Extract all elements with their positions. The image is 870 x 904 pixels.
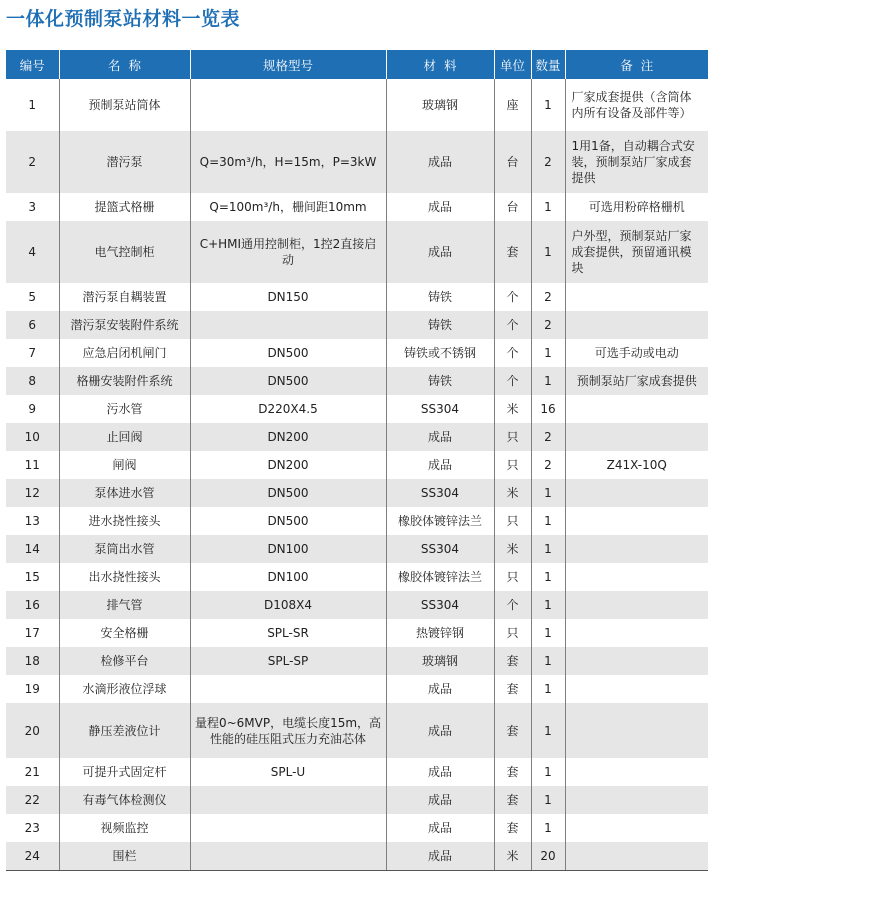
item-unit: 米 — [494, 842, 531, 870]
item-quantity: 1 — [531, 647, 565, 675]
item-name: 潜污泵 — [59, 131, 190, 193]
item-material: 铸铁 — [386, 367, 494, 395]
row-number: 1 — [28, 98, 37, 112]
item-quantity: 1 — [531, 758, 565, 786]
item-unit: 套 — [494, 675, 531, 703]
item-name: 检修平台 — [59, 647, 190, 675]
item-material: 成品 — [386, 221, 494, 283]
item-unit: 台 — [494, 193, 531, 221]
item-name: 预制泵站筒体 — [59, 79, 190, 131]
item-material: 成品 — [386, 758, 494, 786]
item-material: 铸铁或不锈钢 — [386, 339, 494, 367]
item-quantity: 1 — [531, 814, 565, 842]
item-unit: 套 — [494, 814, 531, 842]
materials-table — [6, 50, 708, 871]
item-unit: 套 — [494, 758, 531, 786]
item-unit: 套 — [494, 221, 531, 283]
item-quantity: 1 — [531, 535, 565, 563]
table-row — [6, 591, 708, 619]
item-quantity: 1 — [531, 563, 565, 591]
table-row — [6, 283, 708, 311]
item-spec: SPL-SP — [190, 647, 386, 675]
item-remark: 可选用粉碎格栅机 — [565, 193, 708, 221]
item-unit: 台 — [494, 131, 531, 193]
item-material: 成品 — [386, 786, 494, 814]
item-quantity: 1 — [531, 786, 565, 814]
row-number: 9 — [28, 402, 37, 416]
item-remark — [565, 842, 708, 870]
item-material: 成品 — [386, 451, 494, 479]
item-name: 泵体进水管 — [59, 479, 190, 507]
row-number: 2 — [6, 131, 59, 193]
item-spec — [190, 786, 386, 814]
table-header-row — [6, 50, 708, 79]
item-spec: Q=100m³/h，栅间距10mm — [190, 193, 386, 221]
item-quantity: 16 — [531, 395, 565, 423]
item-material: 橡胶体镀锌法兰 — [386, 563, 494, 591]
table-row — [6, 395, 708, 423]
item-remark — [565, 479, 708, 507]
item-material: 玻璃钢 — [386, 647, 494, 675]
item-material: SS304 — [386, 535, 494, 563]
table-row — [6, 367, 708, 395]
item-quantity: 1 — [531, 591, 565, 619]
item-material: 铸铁 — [386, 283, 494, 311]
item-name: 安全格栅 — [59, 619, 190, 647]
row-number: 21 — [24, 765, 40, 779]
item-quantity: 1 — [531, 675, 565, 703]
item-spec: Q=30m³/h，H=15m，P=3kW — [190, 131, 386, 193]
table-row — [6, 647, 708, 675]
row-number: 5 — [28, 290, 37, 304]
item-material: SS304 — [386, 395, 494, 423]
item-material: SS304 — [386, 479, 494, 507]
item-unit: 套 — [494, 786, 531, 814]
item-quantity: 1 — [531, 367, 565, 395]
table-row — [6, 507, 708, 535]
item-spec — [190, 842, 386, 870]
table-row — [6, 479, 708, 507]
table-row — [6, 535, 708, 563]
table-row — [6, 221, 708, 283]
item-name: 应急启闭机闸门 — [59, 339, 190, 367]
item-name: 静压差液位计 — [59, 703, 190, 758]
item-name: 出水挠性接头 — [59, 563, 190, 591]
item-spec: DN200 — [190, 451, 386, 479]
item-remark: 户外型，预制泵站厂家成套提供，预留通讯模块 — [565, 221, 708, 283]
item-quantity: 1 — [531, 79, 565, 131]
item-unit: 座 — [494, 79, 531, 131]
item-spec: DN500 — [190, 479, 386, 507]
item-name: 视频监控 — [59, 814, 190, 842]
item-unit: 只 — [494, 423, 531, 451]
header-spec: 规格型号 — [190, 50, 386, 79]
item-material: 成品 — [386, 842, 494, 870]
row-number: 12 — [6, 479, 59, 507]
item-quantity: 2 — [531, 451, 565, 479]
table-row — [6, 339, 708, 367]
item-spec: DN500 — [190, 507, 386, 535]
item-spec: DN100 — [190, 535, 386, 563]
row-number: 22 — [6, 786, 59, 814]
item-remark — [565, 675, 708, 703]
item-spec: SPL-U — [190, 758, 386, 786]
row-number: 3 — [28, 200, 37, 214]
row-number: 16 — [6, 591, 59, 619]
item-spec: D108X4 — [190, 591, 386, 619]
table-row — [6, 131, 708, 193]
item-spec — [190, 311, 386, 339]
item-remark: 厂家成套提供（含筒体内所有设备及部件等） — [565, 79, 708, 131]
table-row — [6, 842, 708, 870]
table-row — [6, 563, 708, 591]
item-unit: 套 — [494, 703, 531, 758]
row-number: 6 — [6, 311, 59, 339]
item-name: 电气控制柜 — [59, 221, 190, 283]
item-spec — [190, 79, 386, 131]
item-unit: 米 — [494, 395, 531, 423]
table-row — [6, 619, 708, 647]
header-quantity: 数量 — [531, 50, 565, 79]
item-material: 铸铁 — [386, 311, 494, 339]
item-quantity: 1 — [531, 339, 565, 367]
item-spec — [190, 675, 386, 703]
table-row — [6, 703, 708, 758]
table-row — [6, 451, 708, 479]
item-name: 闸阀 — [59, 451, 190, 479]
item-remark — [565, 647, 708, 675]
header-unit: 单位 — [494, 50, 531, 79]
item-unit: 只 — [494, 619, 531, 647]
item-spec: DN150 — [190, 283, 386, 311]
item-quantity: 1 — [531, 479, 565, 507]
item-remark — [565, 703, 708, 758]
item-remark: 可选手动或电动 — [565, 339, 708, 367]
item-name: 潜污泵安装附件系统 — [59, 311, 190, 339]
item-remark: 预制泵站厂家成套提供 — [565, 367, 708, 395]
item-name: 排气管 — [59, 591, 190, 619]
row-number: 24 — [6, 842, 59, 870]
item-quantity: 20 — [531, 842, 565, 870]
item-quantity: 2 — [531, 283, 565, 311]
item-name: 潜污泵自耦装置 — [59, 283, 190, 311]
item-spec: C+HMI通用控制柜，1控2直接启动 — [190, 221, 386, 283]
item-name: 可提升式固定杆 — [59, 758, 190, 786]
item-remark — [565, 535, 708, 563]
item-material: 成品 — [386, 814, 494, 842]
item-unit: 套 — [494, 647, 531, 675]
item-remark — [565, 423, 708, 451]
item-unit: 个 — [494, 591, 531, 619]
item-unit: 只 — [494, 507, 531, 535]
item-remark — [565, 814, 708, 842]
item-quantity: 2 — [531, 423, 565, 451]
item-spec: DN500 — [190, 367, 386, 395]
item-remark: Z41X-10Q — [565, 451, 708, 479]
item-quantity: 1 — [531, 703, 565, 758]
page-title: 一体化预制泵站材料一览表 — [6, 8, 241, 30]
item-remark — [565, 507, 708, 535]
row-number: 17 — [24, 626, 40, 640]
item-unit: 个 — [494, 283, 531, 311]
item-name: 止回阀 — [59, 423, 190, 451]
item-remark — [565, 395, 708, 423]
item-unit: 个 — [494, 367, 531, 395]
item-material: 成品 — [386, 193, 494, 221]
row-number: 14 — [6, 535, 59, 563]
item-material: SS304 — [386, 591, 494, 619]
row-number: 10 — [6, 423, 59, 451]
item-quantity: 2 — [531, 131, 565, 193]
item-quantity: 1 — [531, 221, 565, 283]
item-name: 进水挠性接头 — [59, 507, 190, 535]
item-quantity: 1 — [531, 507, 565, 535]
item-name: 有毒气体检测仪 — [59, 786, 190, 814]
table-row — [6, 786, 708, 814]
table-row — [6, 814, 708, 842]
item-spec: D220X4.5 — [190, 395, 386, 423]
row-number: 15 — [24, 570, 40, 584]
item-unit: 个 — [494, 311, 531, 339]
item-remark — [565, 311, 708, 339]
item-remark — [565, 619, 708, 647]
item-name: 污水管 — [59, 395, 190, 423]
table-row — [6, 311, 708, 339]
item-unit: 米 — [494, 535, 531, 563]
item-name: 围栏 — [59, 842, 190, 870]
item-unit: 米 — [494, 479, 531, 507]
header-number: 编号 — [6, 50, 59, 79]
row-number: 18 — [6, 647, 59, 675]
item-material: 成品 — [386, 703, 494, 758]
row-number: 13 — [24, 514, 40, 528]
item-name: 泵筒出水管 — [59, 535, 190, 563]
item-unit: 个 — [494, 339, 531, 367]
item-quantity: 1 — [531, 619, 565, 647]
table-row — [6, 423, 708, 451]
item-name: 水滴形液位浮球 — [59, 675, 190, 703]
table-row — [6, 758, 708, 786]
header-name: 名 称 — [59, 50, 190, 79]
item-spec: 量程0~6MVP，电缆长度15m，高性能的硅压阻式压力充油芯体 — [190, 703, 386, 758]
row-number: 4 — [6, 221, 59, 283]
table-row — [6, 79, 708, 131]
table-row — [6, 675, 708, 703]
item-spec — [190, 814, 386, 842]
item-material: 成品 — [386, 675, 494, 703]
header-remark: 备 注 — [565, 50, 708, 79]
row-number: 20 — [6, 703, 59, 758]
row-number: 11 — [24, 458, 40, 472]
item-name: 格栅安装附件系统 — [59, 367, 190, 395]
row-number: 23 — [24, 821, 40, 835]
item-spec: DN200 — [190, 423, 386, 451]
row-number: 19 — [24, 682, 40, 696]
item-remark — [565, 563, 708, 591]
item-remark: 1用1备，自动耦合式安装，预制泵站厂家成套提供 — [565, 131, 708, 193]
item-material: 热镀锌钢 — [386, 619, 494, 647]
item-remark — [565, 758, 708, 786]
item-spec: SPL-SR — [190, 619, 386, 647]
item-unit: 只 — [494, 451, 531, 479]
row-number: 8 — [6, 367, 59, 395]
item-material: 成品 — [386, 131, 494, 193]
item-remark — [565, 786, 708, 814]
row-number: 7 — [28, 346, 37, 360]
table-row — [6, 193, 708, 221]
item-material: 玻璃钢 — [386, 79, 494, 131]
item-spec: DN500 — [190, 339, 386, 367]
item-unit: 只 — [494, 563, 531, 591]
item-quantity: 2 — [531, 311, 565, 339]
item-spec: DN100 — [190, 563, 386, 591]
header-material: 材 料 — [386, 50, 494, 79]
item-quantity: 1 — [531, 193, 565, 221]
item-material: 橡胶体镀锌法兰 — [386, 507, 494, 535]
item-name: 提篮式格栅 — [59, 193, 190, 221]
item-material: 成品 — [386, 423, 494, 451]
item-remark — [565, 283, 708, 311]
item-remark — [565, 591, 708, 619]
